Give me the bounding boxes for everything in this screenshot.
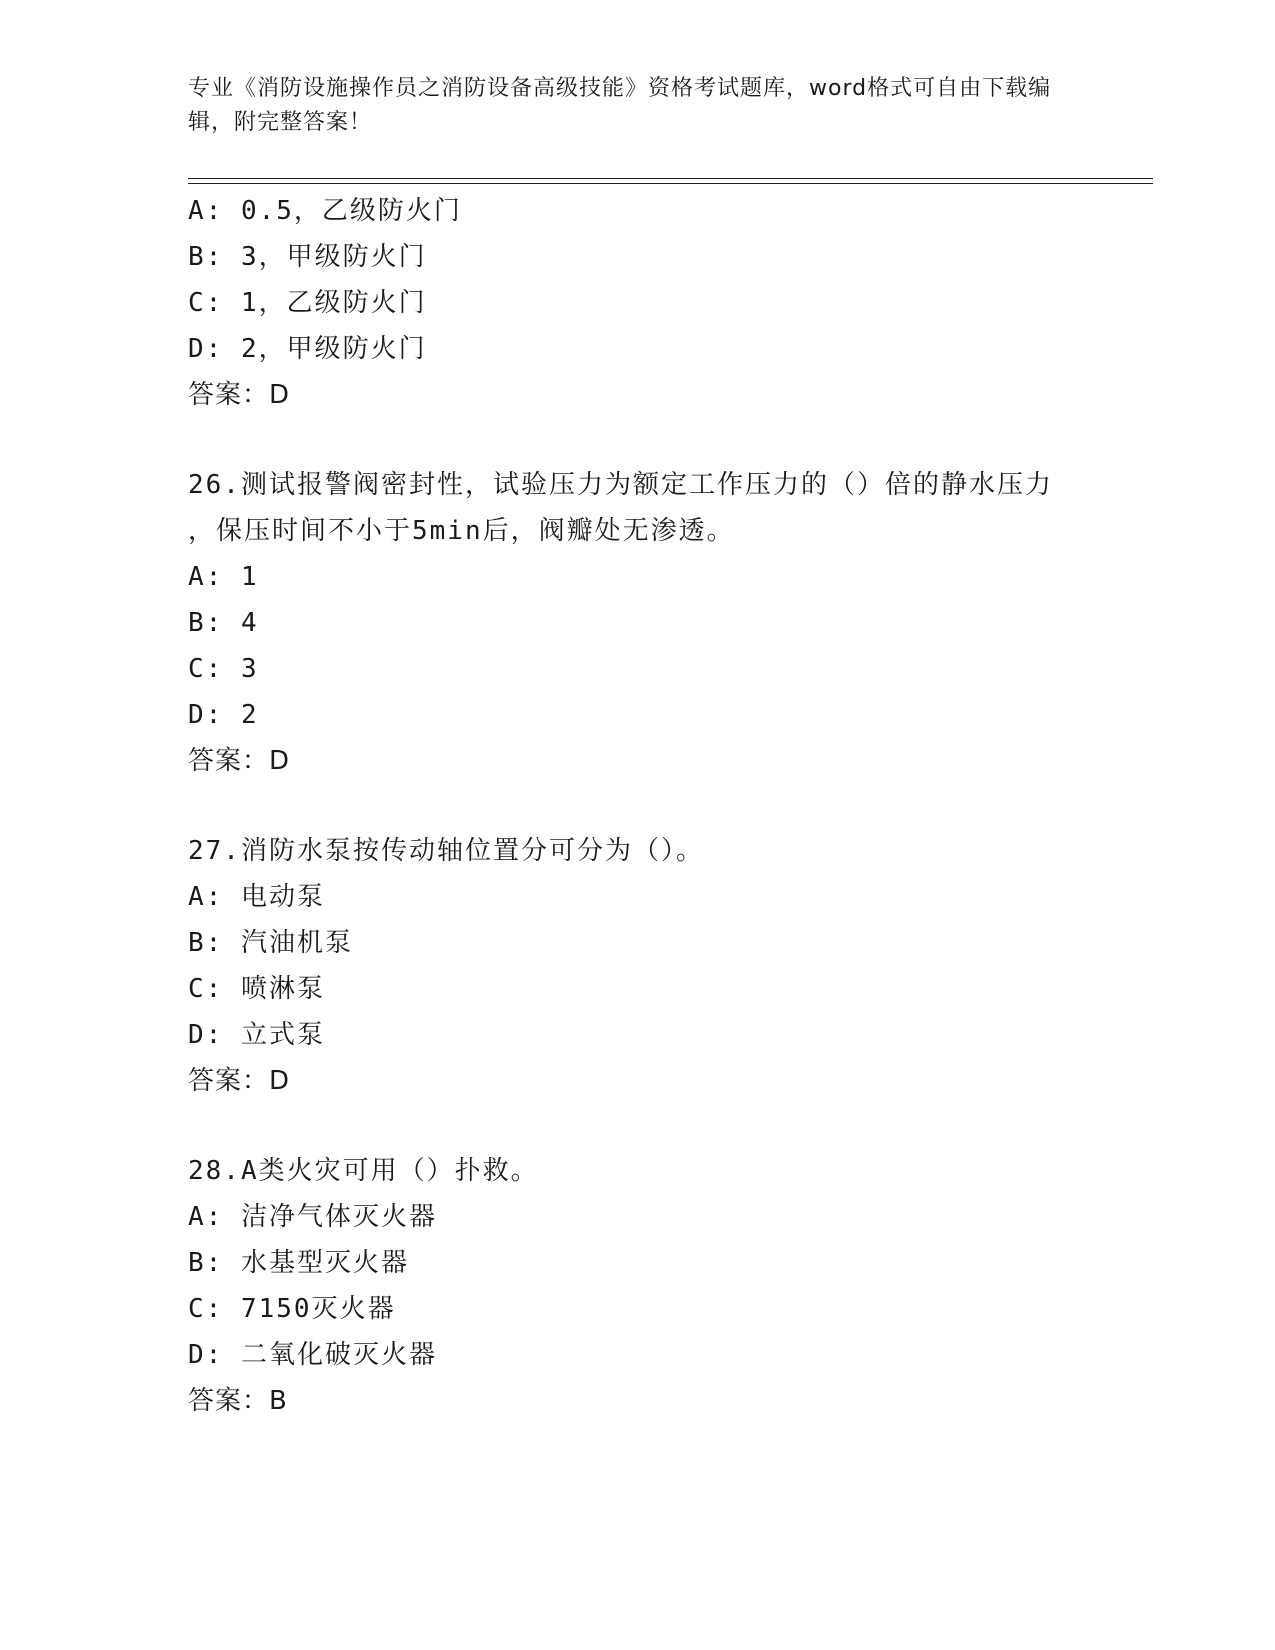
option-d: D: 立式泵	[188, 1020, 325, 1050]
question-stem-line-2: ，保压时间不小于5min后，阀瓣处无渗透。	[188, 516, 735, 546]
answer-line: 答案：D	[188, 1066, 291, 1096]
option-c: C: 喷淋泵	[188, 974, 325, 1004]
question-27	[188, 828, 1118, 1104]
option-b: B: 水基型灭火器	[188, 1248, 409, 1278]
option-a: A: 0.5，乙级防火门	[188, 196, 462, 226]
option-a: A: 1	[188, 562, 259, 592]
question-26	[188, 462, 1118, 784]
option-b: B: 汽油机泵	[188, 928, 353, 958]
header-divider-top	[188, 178, 1153, 179]
header-divider-bottom	[188, 183, 1153, 184]
document-header: 专业《消防设施操作员之消防设备高级技能》资格考试题库，word格式可自由下载编辑，附完整答案！	[188, 76, 1052, 135]
answer-line: 答案：B	[188, 1386, 288, 1416]
option-c: C: 7150灭火器	[188, 1294, 396, 1324]
option-a: A: 电动泵	[188, 882, 325, 912]
question-stem: 27.消防水泵按传动轴位置分可分为（）。	[188, 836, 704, 866]
option-b: B: 4	[188, 608, 259, 638]
question-list	[188, 188, 1118, 1424]
option-a: A: 洁净气体灭火器	[188, 1202, 437, 1232]
question-28	[188, 1148, 1118, 1424]
option-b: B: 3，甲级防火门	[188, 242, 427, 272]
answer-line: 答案：D	[188, 746, 291, 776]
option-c: C: 1，乙级防火门	[188, 288, 427, 318]
answer-line: 答案：D	[188, 380, 291, 410]
question-stem: 28.A类火灾可用（）扑救。	[188, 1156, 539, 1186]
question-25	[188, 188, 1118, 418]
option-d: D: 2	[188, 700, 259, 730]
option-d: D: 二氧化破灭火器	[188, 1340, 437, 1370]
option-c: C: 3	[188, 654, 259, 684]
question-stem-line-1: 26.测试报警阀密封性，试验压力为额定工作压力的（）倍的静水压力	[188, 470, 1053, 500]
option-d: D: 2，甲级防火门	[188, 334, 427, 364]
